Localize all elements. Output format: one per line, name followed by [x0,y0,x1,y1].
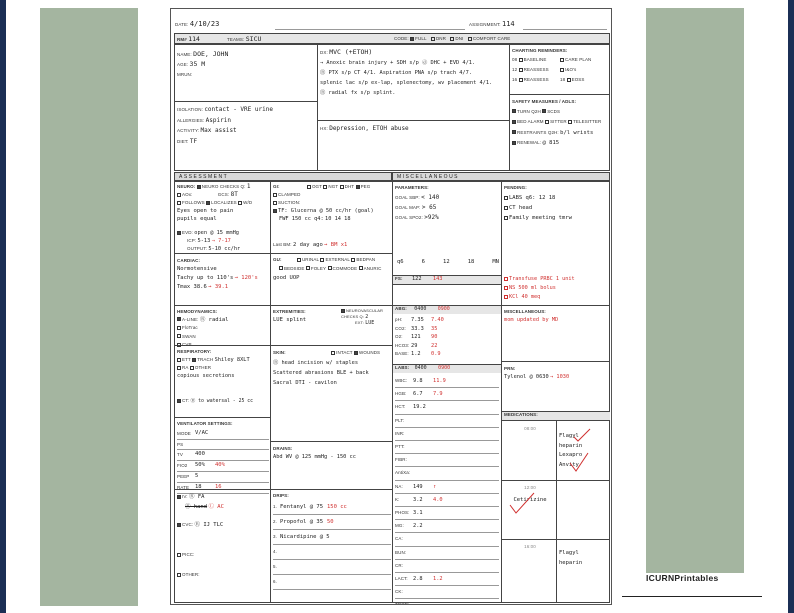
fs-value[interactable]: 122 [411,276,422,282]
ngt-checkbox[interactable] [323,185,327,189]
goal-spo2[interactable]: >92% [424,214,439,221]
wounds-checkbox[interactable] [354,351,358,355]
lab-value[interactable]: 9.8 [413,378,423,384]
neuro-checks-checkbox[interactable] [197,185,201,189]
brand-label: ICURNPrintables [646,573,719,583]
drip-value[interactable]: Fentanyl @ 75 [279,504,323,510]
meds-slot-12: 12:00 Cetirizine [505,483,555,505]
lab-label: CK: [395,589,403,595]
reminder-checkbox[interactable] [567,78,571,82]
lab-label: TROP: [395,602,410,605]
lab-value[interactable] [413,454,433,466]
lab-row [395,481,499,494]
bedside-checkbox[interactable] [279,266,283,270]
vent-row [177,429,269,440]
cardiac-section: CARDIAC: Normotensive Tachy up to 110's → 120's Tmax 38.6 → 39.1 [177,256,269,292]
hemodynamics-section: HEMODYNAMICS: A-LINE: Ⓡ radial FloTrac SWAN CVP [177,309,229,347]
prn-section: PRN: Tylenol @ 0630 → 1030 [504,366,570,380]
clamped-checkbox[interactable] [273,193,277,197]
dx-line[interactable]: Ⓡ PTX s/p CT 4/1. Aspiration PNA s/p trach 4/7. [320,70,472,76]
neuro-note[interactable]: Eyes open to pain [177,208,234,214]
lab-label: CR: [395,562,404,568]
abg-row [395,325,499,334]
patient-name[interactable]: DOE, JOHN [193,50,229,58]
drip-number: 3. [273,534,277,539]
cvp-checkbox[interactable] [177,343,181,347]
extremities-section: EXTREMITIES: LUE splint [273,308,391,324]
abg-label: CO2: [395,325,406,331]
iv-site[interactable]: Ⓡ FA [189,494,205,500]
drips-section: DRIPS: 1. Fentanyl @ 75 150 cc 2. Propofol @ 35 50 3. Nicardipine @ 5 4. 5. 6. [273,492,391,590]
lab-row [395,507,499,520]
report-sheet [170,8,612,605]
abg-value[interactable]: 33.3 [411,325,424,332]
drip-rate[interactable]: 50 [327,519,334,525]
lab-value[interactable]: 2.8 [413,576,423,583]
fs-value[interactable]: 143 [432,276,443,282]
trach-checkbox[interactable] [192,358,196,362]
misc-section: MISCELLANEOUS: mom updated by MD [504,308,608,324]
restraints-value[interactable]: b/l wrists [560,129,594,136]
vent-value[interactable]: 18 [195,483,202,490]
assignment-label: ASSIGNMENT: [469,22,501,27]
reminder-checkbox[interactable] [519,58,523,62]
external-checkbox[interactable] [320,258,324,262]
code-full-checkbox[interactable] [410,37,414,41]
med-checkmark-12 [504,489,554,519]
lab-label: FIBR: [395,457,408,463]
med-item[interactable]: Cetirizine [513,497,547,503]
aox-checkbox[interactable] [177,193,181,197]
neuro-section: NEURO: NEURO CHECKS Q: 1 AOx: GCS: 8T FOLLOWS LOCALIZES W/D Eyes open to pain pupils equal EVD: open @ 15 mmHg ICP: 5-13 → 7-17 OUTPUT: 5-10 cc/hr [177,183,269,253]
vent-label: RATE [177,484,190,490]
lab-label: CA: [395,536,403,542]
vent-value[interactable] [195,440,215,450]
lab-label: PHOS: [395,510,410,516]
med-item[interactable]: Anvity [559,461,579,468]
vent-row [177,461,269,472]
abg-label: HCO3: [395,342,410,348]
localizes-checkbox[interactable] [206,201,210,205]
tf-value[interactable]: TF: Glucerna @ 50 cc/hr (goal) [278,208,374,214]
meds-header: MEDICATIONS: [502,412,610,421]
goal-map[interactable]: > 65 [421,204,437,211]
drip-number: 5. [273,564,277,569]
lab-label: INR: [395,430,405,436]
neuro-note[interactable]: pupils equal [177,216,217,222]
wd-checkbox[interactable] [238,201,242,205]
lab-row [395,599,499,605]
neurovascular-checks: NEUROVASCULAR CHECKS Q: 2 EXT: LUE [341,308,384,326]
drains-section: DRAINS: Abd WV @ 125 mmHg - 150 cc [273,444,391,462]
abg-value[interactable]: 35 [431,325,438,332]
activity-value[interactable]: Max assist [200,127,237,134]
lab-value[interactable]: 3.2 [413,496,423,503]
peg-checkbox[interactable] [356,185,360,189]
flotrac-checkbox[interactable] [177,326,181,330]
extremities-value[interactable]: LUE splint [273,317,307,323]
pending-checkbox[interactable] [504,196,508,200]
abg-value[interactable]: 29 [411,342,418,349]
ct-checkbox[interactable] [177,399,181,403]
lab-label: LACT: [395,576,408,582]
nv-checkbox[interactable] [341,309,345,313]
allergies-value[interactable]: Aspirin [205,116,231,124]
vent-row [177,440,269,451]
follows-checkbox[interactable] [177,201,181,205]
dx-section: DX: MVC (+ETOH) → Anoxic brain injury + SDH s/p ⓓ DHC + EVD 4/1. Ⓡ PTX s/p CT 4/1. Aspiration PNA s/p trach 4/7. splenic lac s/p ex-lap, splenectomy, wv placement 4/1. Ⓡ radial fx s/p splint. [320,47,506,98]
lab-value[interactable]: 4.0 [433,496,443,503]
lab-value[interactable]: 1.2 [433,576,443,583]
reminder-checkbox[interactable] [519,78,523,82]
lab-row [395,560,499,573]
abg-value[interactable]: 121 [411,334,421,340]
restraints-checkbox[interactable] [512,130,516,134]
vent-row [177,450,269,461]
lab-row [395,454,499,467]
drip-value[interactable]: Nicardipine @ 5 [279,534,330,540]
gu-section: GU: URINAL EXTERNAL BEDPAN BEDSIDE FOLEY COMMODE ANURIC good UOP [273,256,391,283]
abg-value[interactable]: 7.35 [411,317,424,323]
right-border [788,0,794,613]
evd-checkbox[interactable] [177,231,181,235]
lab-value[interactable]: 19.2 [413,404,426,411]
lab-value[interactable] [413,467,433,479]
charting-reminders: CHARTING REMINDERS: 08 BASELINE CARE PLAN 12 REASSESS I&O's 16 REASSESS 18 EOSS [512,48,592,82]
ogt-checkbox[interactable] [307,185,311,189]
pending-checkbox[interactable] [504,286,508,290]
rm-value[interactable]: 114 [188,35,200,43]
vent-label: PS [177,441,184,447]
cvc-checkbox[interactable] [177,523,181,527]
aline-checkbox[interactable] [177,317,181,321]
iv-site[interactable]: Ⓡ hand [185,504,208,510]
commode-checkbox[interactable] [328,266,332,270]
code-dni-checkbox[interactable] [450,37,454,41]
lab-row [395,428,499,441]
dx-title[interactable]: MVC (+ETOH) [329,48,373,56]
lab-row [395,494,499,507]
reminder-checkbox[interactable] [560,58,564,62]
abg-label: O2: [395,334,403,339]
reminder-checkbox[interactable] [560,68,564,72]
iv-section: IV: Ⓡ FA Ⓡ hand Ⓛ AC CVC: Ⓡ IJ TLC PICC: OTHER: [177,492,269,580]
bed-alarm-checkbox[interactable] [512,120,516,124]
patient-age[interactable]: 35 M [189,60,206,68]
vent-value[interactable]: 40% [215,462,225,469]
abg-row [395,342,499,351]
lab-row [395,573,499,586]
lab-value[interactable]: 6.7 [413,391,423,398]
left-border [0,0,6,613]
teams-value[interactable]: SICU [245,35,262,43]
vent-label: PEEP [177,473,190,479]
turn-checkbox[interactable] [512,109,516,113]
lab-row [395,533,499,546]
assessment-band: ASSESSMENT [174,172,392,181]
lab-label: AntiXa: [395,470,411,476]
trach-value[interactable]: Shiley 8XLT [214,357,250,363]
patient-id: NAME: DOE, JOHN AGE: 35 M MRUN: [177,50,229,77]
rm-field: RM# 114 [177,35,200,43]
evd-value[interactable]: open @ 15 mmHg [194,230,239,236]
drip-row [273,575,391,590]
labs-header: LABS: 0400 0900 [393,365,501,373]
date-row [175,20,219,28]
gi-section: GI: OGT NGT DHT PEG CLAMPED SUCTION: TF: Glucerna @ 50 cc/hr (goal) FWF 150 cc q4: 10 14 18 Last BM: 2 day ago → BM x1 [273,184,374,248]
vent-section: VENTILATOR SETTINGS: MODE V/AC PS TV 400 FIO2 50% 40% PEEP 5 RATE 18 16 [177,419,269,494]
dht-checkbox[interactable] [340,185,344,189]
lab-row [395,375,499,388]
med-checkmarks [556,423,610,479]
drip-number: 1. [273,504,277,509]
pending-checkbox[interactable] [504,295,508,299]
urinal-checkbox[interactable] [297,258,301,262]
abg-row [395,316,499,325]
ra-checkbox[interactable] [177,366,181,370]
med-item[interactable]: Flagyl [559,433,579,439]
right-panel [646,8,744,573]
abg-header: ABG: 0400 0900 [393,306,501,314]
fs-row: FS: 122 143 [393,276,501,284]
scds-checkbox[interactable] [542,109,546,113]
meds-slot-16: 16:00 [524,544,536,549]
pending-section: PENDING: LABS q6: 12 18 CT head Family meeting tmrw [504,185,572,221]
vent-label: FIO2 [177,463,188,469]
brand-underline [622,596,762,597]
assignment-value[interactable]: 114 [502,20,515,28]
lab-row [395,520,499,533]
lab-value[interactable]: 3.1 [413,510,423,517]
lab-row [395,547,499,560]
abg-value[interactable]: 7.40 [431,317,444,323]
bedpan-checkbox[interactable] [351,258,355,262]
vent-row [177,472,269,483]
renewal-value[interactable]: @ 815 [542,140,560,146]
lab-value[interactable] [413,441,433,453]
skin-note[interactable]: Scattered abrasions BLE + back [273,370,369,376]
abg-rows [395,316,499,359]
lab-row [395,415,499,428]
tf-checkbox[interactable] [273,209,277,213]
dx-line[interactable]: → Anoxic brain injury + SDH s/p ⓓ DHC + EVD 4/1. [320,60,476,66]
date-value[interactable]: 4/10/23 [189,20,220,28]
vent-value[interactable]: 16 [215,483,222,490]
lab-row [395,401,499,414]
diet-value[interactable]: TF [189,137,198,145]
lab-value[interactable]: ↑ [433,483,437,490]
pending-checkbox[interactable] [504,206,508,210]
date-label: DATE: [175,22,189,27]
cardiac-note[interactable]: Normotensive [177,266,217,272]
lab-label: HGB: [395,391,407,397]
hx-section: HX: Depression, ETOH abuse [320,125,409,132]
drip-number: 2. [273,519,277,524]
lab-value[interactable] [413,415,433,427]
abg-value[interactable]: 0.9 [431,351,441,357]
ct-value[interactable]: Ⓡ to watersal - 25 cc [190,399,254,404]
med-item[interactable]: heparin [559,559,583,566]
isolation-value[interactable]: contact - VRE urine [204,106,273,113]
lab-value[interactable] [413,533,433,545]
vent-value[interactable]: 50% [195,462,205,469]
drip-number: 4. [273,549,277,554]
other-checkbox[interactable] [190,366,194,370]
prn-value[interactable]: Tylenol @ 0630 [504,374,549,380]
vent-label: TV [177,452,183,458]
lab-value[interactable]: 2.2 [413,523,423,530]
teams-field: TEAMS: SICU [227,35,262,43]
abg-value[interactable]: 1.2 [411,351,421,357]
abg-value[interactable]: 90 [431,334,438,340]
lab-label: BUN: [395,549,407,555]
renewal-checkbox[interactable] [512,141,516,145]
code-status: CODE: FULL DNR DNI COMFORT CARE [394,36,511,41]
drip-value[interactable]: Propofol @ 35 [279,519,323,525]
vent-label: MODE [177,430,191,436]
lab-value[interactable]: 149 [413,483,423,490]
med-item[interactable]: Lexapro [559,452,583,458]
ett-checkbox[interactable] [177,358,181,362]
lab-label: K: [395,496,400,502]
vent-value[interactable]: 5 [195,472,199,479]
skin-section: SKIN: INTACT WOUNDS Ⓡ head incision w/ staples Scattered abrasions BLE + back Sacral DTI - cavilon [273,348,391,388]
abg-label: pH: [395,317,403,322]
pending-red-items: Transfuse PRBC 1 unit NS 500 ml bolus KCl 40 meq [504,275,608,302]
fs-times: q6 6 12 18 MN [397,259,499,265]
sitter-checkbox[interactable] [545,120,549,124]
dx-line[interactable]: splenic lac s/p ex-lap, splenectomy, wv placement 4/1. [320,80,493,86]
lab-label: NA: [395,483,403,489]
lab-label: PTT: [395,444,405,450]
drip-row [273,515,391,530]
abg-value[interactable]: 22 [431,342,438,349]
med-item[interactable]: Flagyl [559,550,579,556]
anuric-checkbox[interactable] [359,266,363,270]
pending-checkbox[interactable] [504,277,508,281]
foley-checkbox[interactable] [306,266,310,270]
lab-label: PLT: [395,417,405,423]
vent-value[interactable]: 400 [195,451,205,458]
picc-checkbox[interactable] [177,553,181,557]
lab-value[interactable]: 11.9 [433,378,446,384]
drip-row [273,560,391,575]
lab-row [395,441,499,454]
lab-value[interactable] [413,599,433,605]
cardiac-note[interactable]: Tmax 38.6 [177,284,207,290]
med-item[interactable]: heparin [559,442,583,449]
vent-value[interactable]: V/AC [195,429,209,436]
drip-row [273,545,391,560]
pending-checkbox[interactable] [504,216,508,220]
misc-value[interactable]: mom updated by MD [504,317,559,323]
miscellaneous-band: MISCELLANEOUS [392,172,610,181]
abg-row [395,350,499,359]
cardiac-note[interactable]: Tachy up to 110's [177,275,234,281]
lab-value[interactable] [413,586,433,598]
other-line-checkbox[interactable] [177,573,181,577]
last-bm-value[interactable]: 2 day ago [292,242,323,248]
swan-checkbox[interactable] [177,334,181,338]
patient-details: ISOLATION: contact - VRE urine ALLERGIES: Aspirin ACTIVITY: Max assist DIET: TF [177,106,273,145]
gcs-value[interactable]: 8T [230,191,238,198]
dx-line[interactable]: Ⓡ radial fx s/p splint. [320,90,396,96]
lab-value[interactable] [413,428,433,440]
meds-slot-16-list [559,549,609,568]
drip-rate[interactable]: 150 cc [327,504,347,510]
abg-row [395,333,499,342]
lab-value[interactable] [413,547,433,559]
aline-value[interactable]: Ⓡ radial [199,316,229,323]
code-dnr-checkbox[interactable] [431,37,435,41]
iv-checkbox[interactable] [177,495,181,499]
goal-sbp[interactable]: < 140 [421,194,440,201]
lab-value[interactable]: 7.9 [433,391,443,398]
lab-label: HCT: [395,404,406,410]
left-panel [40,8,138,606]
lab-value[interactable] [413,560,433,572]
telesitter-checkbox[interactable] [568,120,572,124]
drains-value[interactable]: Abd WV @ 125 mmHg - 150 cc [273,454,356,460]
lab-row [395,388,499,401]
meds-slot-08: 08:00 [524,426,536,431]
assignment-row [469,20,515,28]
drip-number: 6. [273,579,277,584]
suction-checkbox[interactable] [273,201,277,205]
drip-row [273,500,391,515]
skin-note[interactable]: Sacral DTI - cavilon [273,380,337,386]
reminder-checkbox[interactable] [519,68,523,72]
resp-note[interactable]: copious secretions [177,373,235,379]
safety-measures: SAFETY MEASURES / ADLS: TURN Q2H SCDS BED ALARM SITTER TELESITTER RESTRAINTS Q2H: b/l wrists RENEWAL: @ 815 [512,99,602,146]
lab-label: MG: [395,523,404,529]
drip-row [273,530,391,545]
skin-note[interactable]: Ⓡ head incision w/ staples [273,360,359,366]
respiratory-section: RESPIRATORY: ETT TRACH Shiley 8XLT RA OTHER copious secretions CT: Ⓡ to watersal - 25 cc [177,348,269,406]
lab-rows [395,375,499,605]
gu-note[interactable]: good UOP [273,275,300,281]
lab-label: WBC: [395,378,408,383]
code-comfort-checkbox[interactable] [468,37,472,41]
lab-row [395,467,499,480]
abg-label: BASE: [395,351,409,356]
cvc-value[interactable]: Ⓡ IJ TLC [194,522,224,528]
hx-value[interactable]: Depression, ETOH abuse [329,125,409,132]
parameters-section: PARAMETERS: GOAL SBP: < 140 GOAL MAP: > 65 GOAL SPO2: >92% [395,185,440,221]
intact-checkbox[interactable] [331,351,335,355]
lab-row [395,586,499,599]
